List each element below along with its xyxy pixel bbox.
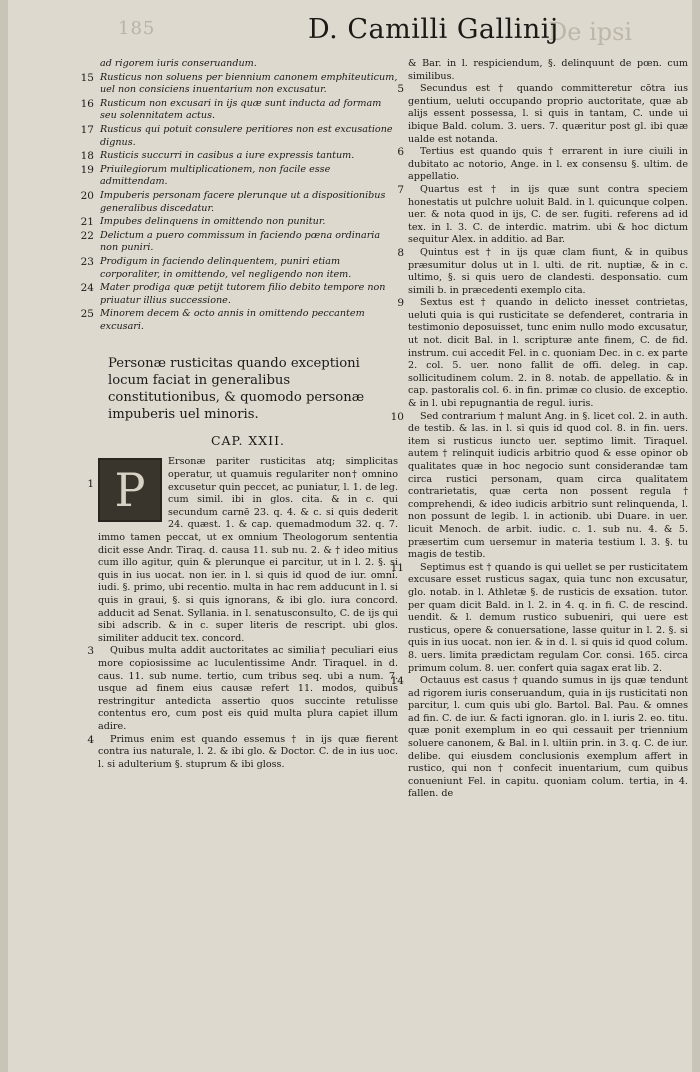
- summary-item: [80, 97, 398, 123]
- summary-list: [80, 58, 398, 333]
- summary-text: Rusticum non excusari in ijs quæ sunt inducta ad formam seu solennitatem actus.: [100, 97, 382, 122]
- paragraph-text: Octauus est casus † quando sumus in ijs quæ tendunt ad rigorem iuris conseruandum, quia in ijs rusticitati non parcitur, l. cum quis ubi glo. Bartol. Bal. Pau. & omnes ad fin. C. de iur. & facti ignoran. glo. in l. iuris 2. eo. titu. quæ ponit exemplum in eo qui cessauit per triennium soluere canonem, & Bal. in l. ultiin prin. in 3. q. C. de iur. delibe. qui eiusdem conclusionis exemplum affert in rustico, qui non † confecit inuentarium, cum quibus conueniunt Fel. in capitu. quoniam colum. tertia, in 4. fallen. de: [408, 675, 688, 800]
- summary-number: 22: [80, 229, 94, 242]
- margin-number: 11: [390, 561, 404, 574]
- summary-item: [80, 255, 398, 281]
- paragraph-text: Secundus est † quando committeretur cōtra ius gentium, ueluti occupando proprio auctoritate, quæ ab alijs essent possessa, l. si quis in tantam, C. unde ui ibique Bald. colum. 3. uers. 7. quæritur post gl. ibi quæ ualde est notanda.: [408, 83, 688, 145]
- summary-item: [80, 229, 398, 255]
- paragraph-text: Septimus est † quando is qui uellet se per rusticitatem excusare esset rusticus sagax, quia tunc non excusatur, glo. notab. in l. Athletæ §. de rusticis de exsation. tutor. per quam dicit Bald. in l. 2. in 4. q. in fi. C. de rescind. uendit. & l. demum rustico subueniri, qui uere est rusticus, opere & conuersatione, lasse quitur in l. 2. §. si quis in ius uocat. non ier. & in d. l. si quis id quod colum. 8. uers. limita prædictam regulam Cor. consi. 165. circa primum colum. 8. uer. confert quia sagax erat lib. 2.: [408, 561, 688, 674]
- summary-text: Impuberis personam facere plerunque ut a dispositionibus generalibus discedatur.: [100, 189, 386, 214]
- paragraph: [390, 561, 688, 675]
- margin-number: 14: [390, 675, 404, 688]
- margin-number: 8: [397, 246, 404, 259]
- summary-number: 17: [80, 123, 94, 136]
- paragraph-text: Primus enim est quando essemus † in ijs quæ fierent contra ius naturale, l. 2. & ibi glo. & Doctor. C. de in ius uoc. l. si adulterium §. stuprum & ibi gloss.: [98, 733, 398, 770]
- summary-item: [80, 282, 398, 307]
- margin-number: 10: [390, 410, 404, 423]
- bleed-through-heading: De ipsi: [548, 18, 633, 46]
- summary-item: [98, 58, 398, 71]
- right-column: [390, 58, 688, 801]
- summary-text: Priuilegiorum multiplicationem, non facile esse admittendam.: [100, 163, 331, 188]
- margin-number: 5: [397, 83, 404, 96]
- summary-number: 23: [80, 255, 94, 268]
- paragraph: [397, 83, 688, 146]
- paragraph-text: Sextus est † quando in delicto inesset contrietas, ueluti quia is qui rusticitate se defenderet, contraria in testimonio deposuisset, tunc enim nullo modo excusatur, ut not. dicit Bal. in l. scripturæ ante finem, C. de fid. instrum. cui accedit Fel. in c. quoniam Dec. in c. ex parte 2. col. 5. uer. nono fallit de offi. deleg. in cap. sollicitudinem colum. 2. in 8. notab. de appellatio. & in cap. pastoralis col. 6. in fin. primæ co clusio. de exceptio. & in l. ubi repugnantia de regul. iuris.: [408, 297, 688, 410]
- margin-number: 1: [87, 478, 94, 491]
- summary-text: ad rigorem iuris conseruandum.: [100, 58, 257, 69]
- margin-number: 4: [87, 733, 94, 746]
- summary-number: 16: [80, 97, 94, 110]
- left-paragraphs: [87, 456, 398, 771]
- paragraph-text: & Bar. in l. respiciendum, §. delinquunt de pœn. cum similibus.: [408, 58, 688, 82]
- summary-number: 21: [80, 216, 94, 229]
- summary-text: Impubes delinquens in omittendo non punitur.: [100, 216, 326, 228]
- margin-number: 3: [87, 645, 94, 658]
- paragraph: [87, 645, 398, 733]
- chapter-number: CAP. XXII.: [210, 433, 286, 449]
- bleed-through-folio: 185: [118, 18, 156, 39]
- summary-item: [80, 163, 398, 189]
- paragraph: [408, 58, 688, 83]
- summary-number: 18: [80, 150, 94, 163]
- paragraph-text: Sed contrarium † malunt Ang. in §. licet col. 2. in auth. de testib. & las. in l. si quis id quod col. 8. in fin. uers. item si rusticus iuncto uer. septimo limit. Tiraquel. autem † relinquit iudicis arbitrio quod & esse opinor ob qualitates quæ in hoc negocio sunt considerandæ tam circa rustici personam, quam circa qualitatem contrarietatis, quæ certa non possent regula † comprehendi, & ideo iudicis arbitrio sunt relinquenda, l. non possunt de legib. l. in actionib. ubi Duare. in uer. licuit Menoch. de arbit. iudic. c. 1. sub nu. 4. & 5. præsertim cum uersemur in materia testium l. 3. §. tu magis de testib.: [408, 410, 688, 561]
- paragraph: [87, 456, 398, 645]
- paragraph: [397, 246, 688, 297]
- summary-number: 24: [80, 282, 94, 295]
- summary-item: [80, 71, 398, 97]
- paragraph: [397, 183, 688, 247]
- summary-number: 15: [80, 71, 94, 84]
- margin-number: 6: [397, 146, 404, 159]
- summary-text: Prodigum in faciendo delinquentem, puniri etiam corporaliter, in omittendo, vel negligendo non item.: [100, 255, 352, 280]
- summary-item: [80, 308, 398, 333]
- margin-number: 9: [397, 297, 404, 310]
- summary-text: Rusticus non soluens per biennium canonem emphiteuticum, uel non consiciens inuentarium non excusatur.: [100, 71, 398, 96]
- summary-item: [80, 189, 398, 215]
- summary-item: [80, 150, 398, 163]
- paragraph: [87, 733, 398, 772]
- summary-number: 25: [80, 308, 94, 321]
- book-page: [8, 0, 692, 1072]
- margin-number: 7: [397, 183, 404, 196]
- summary-text: Delictum a puero commissum in faciendo pœna ordinaria non puniri.: [100, 229, 381, 254]
- summary-item: [80, 216, 398, 229]
- summary-number: 20: [80, 189, 94, 202]
- summary-item: [80, 123, 398, 149]
- summary-text: Rusticus qui potuit consulere peritiores non est excusatione dignus.: [100, 123, 393, 148]
- paragraph: [397, 146, 688, 184]
- chapter-heading: Personæ rusticitas quando exceptioni locum faciat in generalibus constitutionibus, & quomodo personæ impuberis uel minoris.: [108, 356, 365, 423]
- right-paragraphs: [390, 58, 688, 801]
- summary-text: Mater prodiga quæ petijt tutorem filio debito tempore non priuatur illius successione.: [100, 282, 386, 306]
- paragraph-text: Ersonæ pariter rusticitas atq; simplicitas operatur, ut quamuis regulariter non† omnino excusetur quin peccet, ac puniatur, l. 1. de leg. cum simil. ibi in glos. cita. & in c. qui secundum carnē 23. q. 4. & c. si quis dederit 24. quæst. 1. & cap. quemadmodum 32. q. 7. immo tamen peccat, ut ex omnium Theologorum sententia dicit esse Andr. Tiraq. d. causa 11. sub nu. 2. & † ideo mitius cum illo agitur, quin & plerunque ei parcitur, ut in l. 2. §. si quis in ius uocat. non ier. in l. si quis id quod de iur. omni. iudi. §. primo, ubi recentio. multa in hac rem adducunt in l. si quis in graui, §. si quis ignorans, & ibi glo. iura concord. adducit ad Senat. Syllania. in l. senatusconsulto, C. de ijs qui sibi adscrib. & in c. super literis de rescript. ubi glos. similiter adducit tex. concord.: [98, 456, 398, 644]
- paragraph: [397, 297, 688, 410]
- paragraph-text: Quibus multa addit auctoritates ac similia† peculiari eius more copiosissime ac luculentissime Andr. Tiraquel. in d. caus. 11. sub nume. tertio, cum tribus seq. ubi a num. 7. usque ad finem eius causæ refert 11. modos, quibus restringitur antedicta assertio quos succinte retulisse contentus ero, cum post eis quid multa plura capiet illum adire.: [98, 645, 398, 732]
- paragraph: [390, 410, 688, 562]
- paragraph-text: Tertius est quando quis † errarent in iure ciuili in dubitato ac notorio, Ange. in l. ex consensu §. ultim. de appellatio.: [408, 146, 688, 183]
- paragraph: [390, 675, 688, 801]
- summary-text: Rusticis succurri in casibus a iure expressis tantum.: [100, 150, 355, 162]
- left-column: [80, 58, 398, 771]
- paragraph-text: Quartus est † in ijs quæ sunt contra speciem honestatis ut pulchre uoluit Bald. in l. quicunque colpen. uer. & nota quod in ijs, C. de ser. fugiti. referens ad id tex. in l. 3. C. de interdic. matrim. ubi & hoc dictum sequitur Alex. in additio. ad Bar.: [408, 183, 688, 246]
- summary-text: Minorem decem & octo annis in omittendo peccantem excusari.: [100, 308, 365, 332]
- paragraph-text: Quintus est † in ijs quæ clam fiunt, & in quibus præsumitur dolus ut in l. ulti. de rit. nuptiæ, & in c. ultimo, §. si quis uero de clandesti. desponsatio. cum simili b. in præcedenti exemplo cita.: [408, 246, 688, 296]
- decorated-initial: P: [98, 458, 162, 522]
- summary-number: 19: [80, 163, 94, 176]
- running-head: D. Camilli Gallinij: [308, 14, 559, 45]
